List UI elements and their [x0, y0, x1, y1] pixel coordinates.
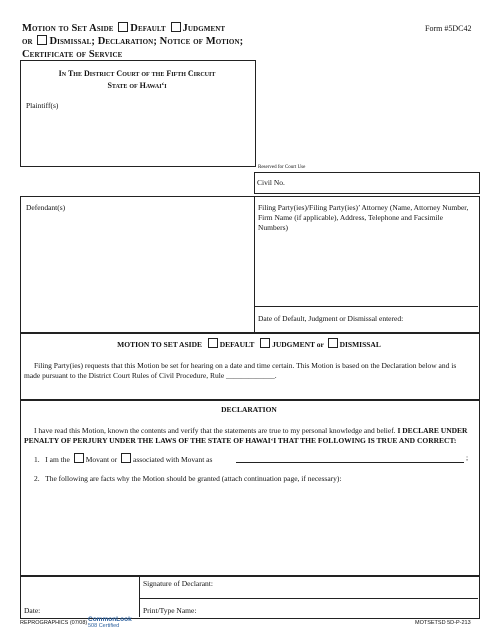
footer-form-code: MOTSETSD 5D-P-213 — [415, 620, 471, 626]
title-or: or — [22, 36, 33, 47]
footer-reprographics: REPROGRAPHICS (07/08) — [20, 620, 88, 626]
signature-box — [20, 575, 480, 619]
court-name — [22, 68, 252, 92]
signature-label: Signature of Declarant: — [143, 579, 213, 588]
date-of-default-label: Date of Default, Judgment or Dismissal entered: — [258, 314, 404, 323]
item2-text: The following are facts why the Motion should be granted (attach continuation page, if necessary): — [45, 474, 342, 483]
motion-default-checkbox[interactable] — [208, 338, 218, 348]
title-default: Default — [130, 23, 166, 34]
civil-no-label: Civil No. — [257, 178, 285, 187]
item1-text-b: Movant or — [85, 455, 118, 464]
logo-subtext: 508 Certified — [88, 623, 120, 629]
movant-role-field[interactable] — [236, 462, 464, 463]
declaration-item-1 — [34, 453, 474, 465]
default-checkbox[interactable] — [118, 22, 128, 32]
print-name-label: Print/Type Name: — [143, 606, 197, 615]
signature-field[interactable] — [139, 598, 478, 599]
item1-text-c: associated with Movant as — [133, 455, 213, 464]
declaration-heading: DECLARATION — [221, 405, 277, 414]
court-line1: In The District Court of the Fifth Circuit — [58, 69, 216, 78]
attorney-divider — [254, 306, 478, 307]
defendant-label: Defendant(s) — [26, 203, 66, 212]
motion-heading-a: MOTION TO SET ASIDE — [117, 340, 202, 349]
motion-heading-d: DISMISSAL — [339, 340, 381, 349]
court-line2: State of Hawai‘i — [107, 81, 167, 90]
civil-no-field[interactable] — [254, 172, 480, 194]
commonlook-logo — [88, 616, 132, 629]
item2-number: 2. — [34, 474, 40, 483]
declaration-intro — [24, 426, 479, 446]
title-dismissal: Dismissal; Declaration; Notice of Motion; — [49, 36, 244, 47]
motion-heading-b: DEFAULT — [219, 340, 255, 349]
motion-heading — [20, 338, 478, 350]
declaration-intro-b: I DECLARE UNDER PENALTY OF PERJURY UNDER THE LAWS OF THE STATE OF HAWAI‘I THAT THE FOLLOWING IS TRUE AND CORRECT: — [24, 426, 468, 445]
item1-text-a: I am the — [45, 455, 70, 464]
attorney-label: Filing Party(ies)/Filing Party(ies)’ Attorney (Name, Attorney Number, Firm Name (if applicable), Address, Telephone and Facsimile Numbers) — [258, 203, 469, 232]
form-number: Form #5DC42 — [425, 24, 472, 33]
form-title — [22, 22, 322, 61]
motion-dismissal-checkbox[interactable] — [328, 338, 338, 348]
declaration-intro-a: I have read this Motion, known the contents and verify that the statements are true to my personal knowledge and belief. — [34, 426, 396, 435]
motion-body: Filing Party(ies) requests that this Motion be set for hearing on a date and time certain. This Motion is based on the Declaration below and is made pursuant to the District Court Rules of Civil Procedure, Rule _____________. — [24, 361, 457, 380]
motion-heading-c: JUDGMENT or — [272, 340, 324, 349]
title-judgment: Judgment — [182, 23, 226, 34]
reserved-label: Reserved for Court Use — [258, 165, 306, 170]
party-divider — [254, 196, 255, 332]
judgment-checkbox[interactable] — [171, 22, 181, 32]
declaration-item-2 — [34, 474, 474, 484]
logo-text: CommonLook — [88, 616, 132, 623]
movant-checkbox[interactable] — [74, 453, 84, 463]
signature-divider — [139, 575, 140, 617]
associated-checkbox[interactable] — [121, 453, 131, 463]
date-label: Date: — [24, 606, 41, 615]
item1-number: 1. — [34, 455, 40, 464]
plaintiff-label: Plaintiff(s) — [26, 101, 59, 110]
item1-end: ; — [466, 453, 469, 462]
title-certificate: Certificate of Service — [22, 49, 123, 60]
motion-judgment-checkbox[interactable] — [260, 338, 270, 348]
title-text: Motion to Set Aside — [22, 23, 114, 34]
dismissal-checkbox[interactable] — [37, 35, 47, 45]
